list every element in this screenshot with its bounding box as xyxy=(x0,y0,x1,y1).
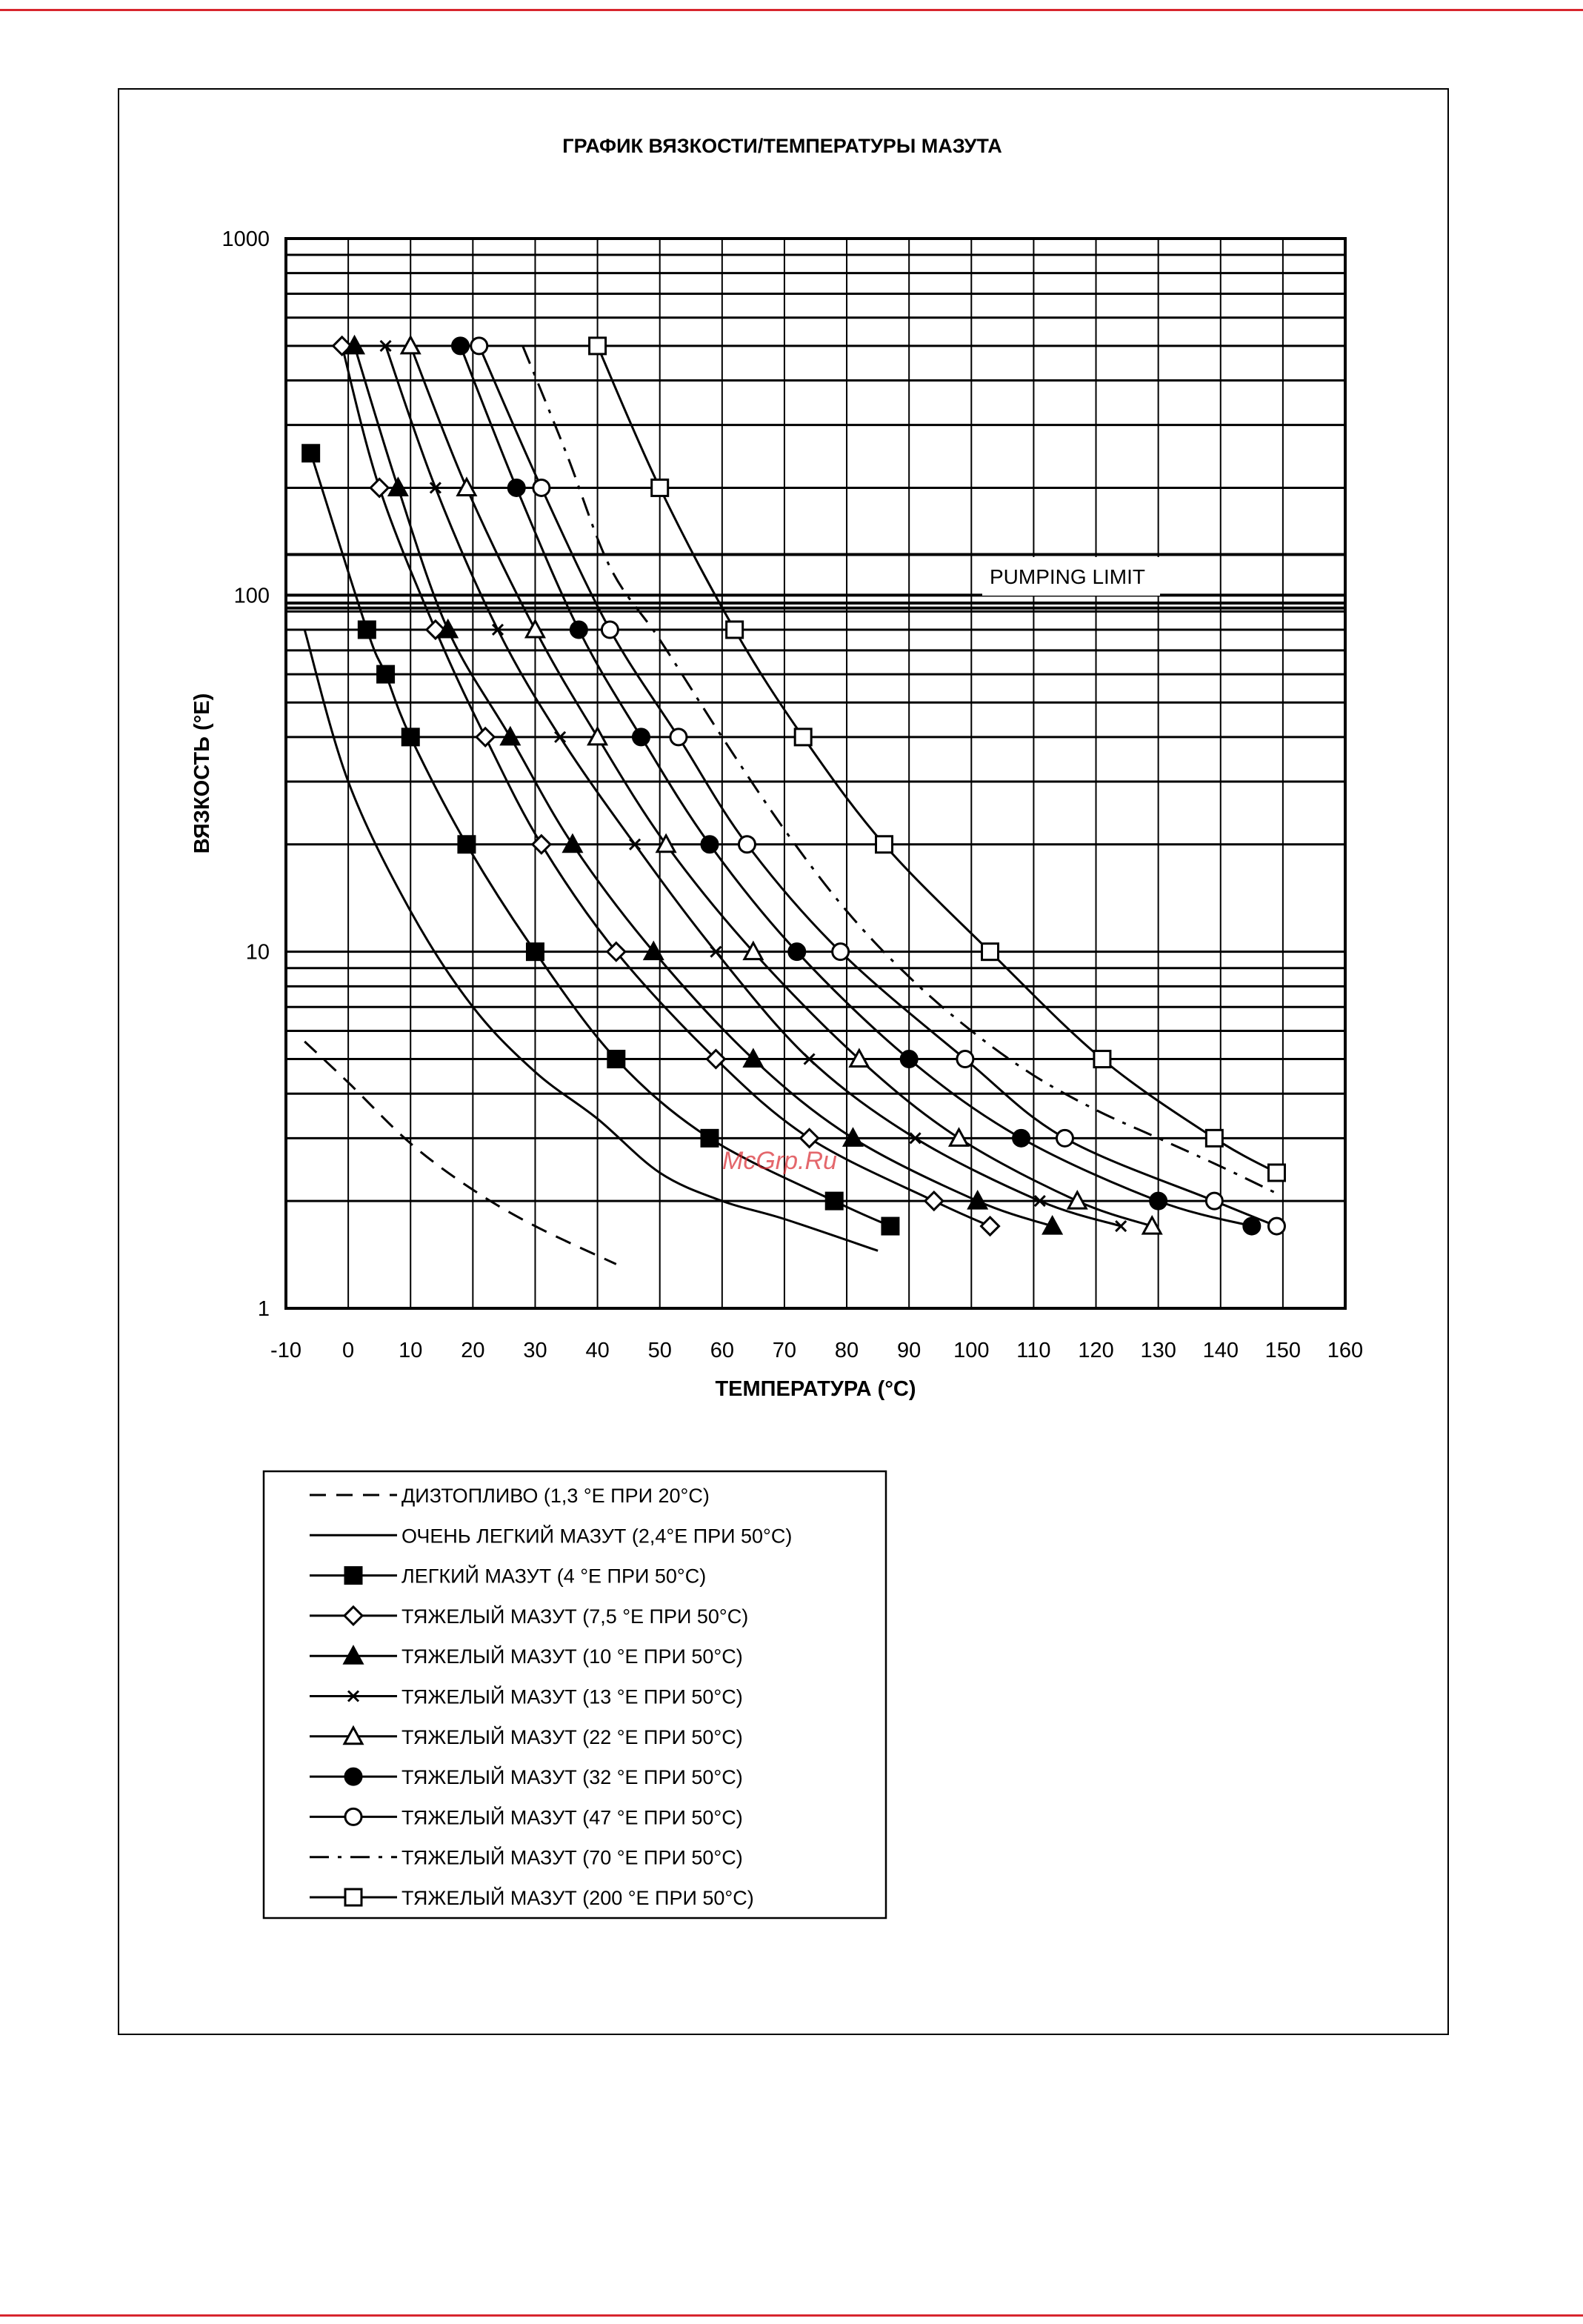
legend-label-3: ЛЕГКИЙ МАЗУТ (4 °E ПРИ 50°C) xyxy=(401,1565,707,1588)
x-tick-label: 150 xyxy=(1264,1339,1302,1362)
data-point-series-3 xyxy=(378,666,394,682)
x-tick-label: 10 xyxy=(399,1339,423,1362)
x-tick-label: 30 xyxy=(523,1339,547,1362)
data-point-series-8 xyxy=(1244,1218,1260,1234)
data-point-series-9 xyxy=(833,944,849,960)
x-tick-label: 140 xyxy=(1202,1339,1239,1362)
legend-label-2: ОЧЕНЬ ЛЕГКИЙ МАЗУТ (2,4°E ПРИ 50°C) xyxy=(401,1525,793,1548)
data-point-series-8 xyxy=(508,479,524,496)
legend-label-11: ТЯЖЕЛЫЙ МАЗУТ (200 °E ПРИ 50°C) xyxy=(401,1887,754,1909)
data-point-series-9 xyxy=(739,836,755,853)
data-point-series-11 xyxy=(876,836,893,853)
x-tick-label: 160 xyxy=(1327,1339,1364,1362)
data-point-series-3 xyxy=(402,729,419,745)
x-tick-label: 120 xyxy=(1078,1339,1114,1362)
data-point-series-3 xyxy=(701,1130,718,1146)
data-point-series-9 xyxy=(471,338,487,354)
data-point-series-8 xyxy=(901,1051,917,1068)
x-tick-label: 110 xyxy=(1016,1339,1051,1362)
y-tick-label: 1000 xyxy=(221,227,270,251)
legend-label-4: ТЯЖЕЛЫЙ МАЗУТ (7,5 °E ПРИ 50°C) xyxy=(401,1605,749,1628)
data-point-series-11 xyxy=(1206,1130,1222,1146)
legend-label-9: ТЯЖЕЛЫЙ МАЗУТ (47 °E ПРИ 50°C) xyxy=(401,1806,743,1829)
legend-label-8: ТЯЖЕЛЫЙ МАЗУТ (32 °E ПРИ 50°C) xyxy=(401,1766,743,1789)
legend-label-1: ДИЗТОПЛИВО (1,3 °E ПРИ 20°C) xyxy=(401,1485,710,1507)
data-point-series-11 xyxy=(795,729,811,745)
data-point-series-9 xyxy=(533,479,550,496)
x-tick-label: 130 xyxy=(1140,1339,1176,1362)
data-point-series-8 xyxy=(453,338,469,354)
data-point-series-8 xyxy=(570,622,587,638)
legend-marker-11 xyxy=(345,1889,361,1905)
x-tick-label: 60 xyxy=(710,1339,734,1362)
x-tick-label: -10 xyxy=(270,1339,301,1362)
y-tick-label: 100 xyxy=(233,584,270,608)
legend-marker-3 xyxy=(345,1568,361,1584)
data-point-series-8 xyxy=(1013,1130,1030,1146)
x-tick-label: 50 xyxy=(647,1339,672,1362)
legend-marker-8 xyxy=(345,1768,361,1785)
y-tick-label: 10 xyxy=(245,940,270,965)
x-tick-label: 90 xyxy=(897,1339,922,1362)
data-point-series-9 xyxy=(601,622,618,638)
y-axis-title: ВЯЗКОСТЬ (°E) xyxy=(190,693,214,854)
y-tick-label: 1 xyxy=(257,1297,270,1321)
legend-marker-9 xyxy=(345,1808,361,1825)
x-axis-title: ТЕМПЕРАТУРА (°C) xyxy=(715,1377,916,1401)
data-point-series-11 xyxy=(1268,1165,1284,1181)
x-tick-label: 80 xyxy=(834,1339,859,1362)
data-point-series-9 xyxy=(1268,1218,1284,1234)
data-point-series-8 xyxy=(1150,1193,1167,1209)
legend-label-10: ТЯЖЕЛЫЙ МАЗУТ (70 °E ПРИ 50°C) xyxy=(401,1846,743,1869)
data-point-series-3 xyxy=(303,445,319,462)
data-point-series-3 xyxy=(359,622,375,638)
x-tick-label: 40 xyxy=(585,1339,610,1362)
data-point-series-9 xyxy=(957,1051,973,1068)
data-point-series-11 xyxy=(652,479,668,496)
data-point-series-11 xyxy=(727,622,743,638)
legend-label-6: ТЯЖЕЛЫЙ МАЗУТ (13 °E ПРИ 50°C) xyxy=(401,1685,743,1708)
data-point-series-9 xyxy=(670,729,687,745)
legend-label-7: ТЯЖЕЛЫЙ МАЗУТ (22 °E ПРИ 50°C) xyxy=(401,1725,743,1748)
data-point-series-3 xyxy=(527,944,543,960)
data-point-series-9 xyxy=(1206,1193,1222,1209)
data-point-series-3 xyxy=(608,1051,624,1068)
data-point-series-8 xyxy=(701,836,718,853)
data-point-series-3 xyxy=(882,1218,899,1234)
x-tick-label: 100 xyxy=(953,1339,990,1362)
data-point-series-11 xyxy=(1094,1051,1110,1068)
data-point-series-11 xyxy=(982,944,999,960)
x-tick-label: 20 xyxy=(461,1339,485,1362)
data-point-series-11 xyxy=(590,338,606,354)
x-tick-label: 0 xyxy=(342,1339,355,1362)
data-point-series-8 xyxy=(789,944,805,960)
watermark: McGrp.Ru xyxy=(722,1147,837,1175)
x-tick-label: 70 xyxy=(772,1339,797,1362)
legend-label-5: ТЯЖЕЛЫЙ МАЗУТ (10 °E ПРИ 50°C) xyxy=(401,1645,743,1668)
data-point-series-3 xyxy=(826,1193,842,1209)
pumping-limit-label: PUMPING LIMIT xyxy=(990,565,1146,588)
data-point-series-8 xyxy=(633,729,649,745)
data-point-series-3 xyxy=(459,836,475,853)
chart-title: ГРАФИК ВЯЗКОСТИ/ТЕМПЕРАТУРЫ МАЗУТА xyxy=(562,135,1002,157)
data-point-series-9 xyxy=(1056,1130,1073,1146)
